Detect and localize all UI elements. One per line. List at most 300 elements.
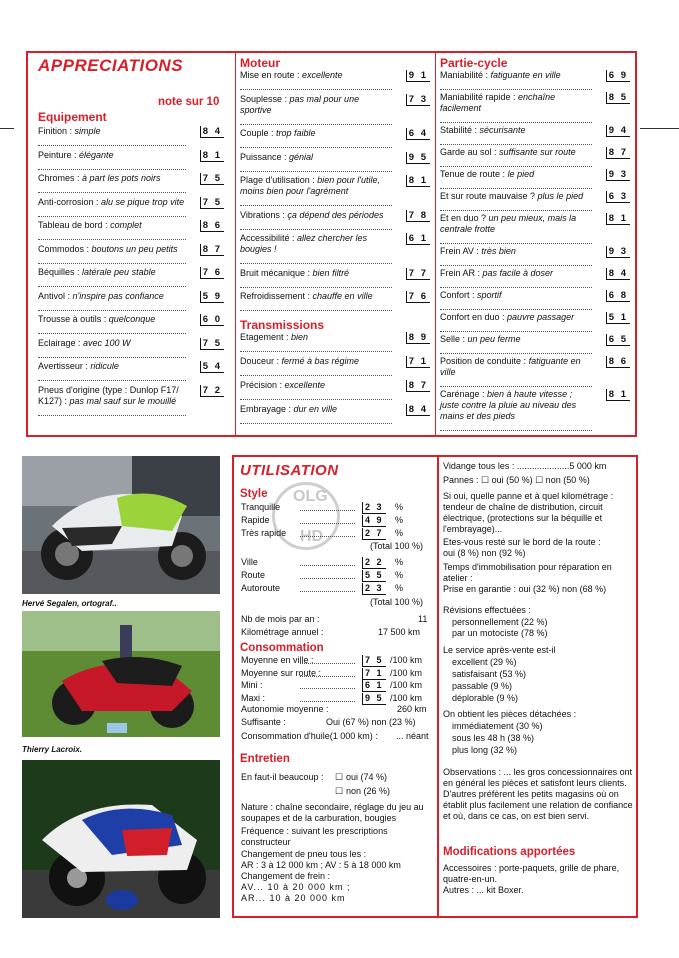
dotted-line [440, 82, 592, 90]
rating-label: Antivol : [38, 290, 73, 301]
dotted-line [300, 591, 355, 592]
entretien-pneus: Changement de pneu tous les : [241, 849, 367, 859]
rating-comment: excellente [302, 70, 343, 80]
rating-row [440, 191, 630, 211]
rating-score: 6 9 [606, 70, 630, 82]
rating-row [440, 356, 630, 387]
dotted-line [440, 302, 592, 310]
rating-row [440, 334, 630, 354]
unit-label: /100 km [390, 680, 423, 690]
reste-route: Etes-vous resté sur le bord de la route : [443, 537, 601, 547]
motorcycle-image-3 [22, 760, 220, 918]
rating-score: 8 7 [606, 147, 630, 159]
rating-label: Garde au sol : [440, 147, 500, 157]
rating-label: Couple : [240, 128, 277, 138]
entretien-frein-av: AV... 10 à 20 000 km ; [241, 882, 351, 892]
rating-label: Pneus d'origine (type : Dunlop F17/ K127) : [38, 384, 179, 406]
rating-comment: chauffe en ville [312, 291, 373, 301]
stat-value: 7 5 [362, 655, 386, 667]
rating-comment: bien filtré [312, 267, 350, 278]
rating-row [440, 213, 630, 244]
dotted-line [240, 117, 392, 125]
rating-row [240, 210, 430, 230]
partie-cycle-list [440, 70, 630, 431]
rating-comment: enchaîne facilement [440, 92, 556, 113]
rating-label: Et en duo ? [440, 213, 489, 223]
percent-sign: % [395, 557, 404, 567]
unit-label: /100 km [390, 655, 423, 665]
rating-label: Confort en duo : [440, 312, 508, 322]
dotted-line [440, 159, 592, 167]
rating-score: 8 4 [606, 268, 630, 280]
rating-row [38, 338, 224, 358]
rating-row [440, 389, 630, 431]
rating-row [38, 173, 224, 193]
rating-score: 7 3 [406, 94, 430, 106]
dotted-line [240, 82, 392, 90]
rating-row [240, 175, 430, 206]
stat-value: 2 3 [362, 583, 386, 595]
stat-value: 6 1 [362, 680, 386, 692]
rating-label: Plage d'utilisation : [240, 175, 318, 185]
rating-label: Vibrations : [240, 209, 288, 220]
rating-label: Peinture : [38, 149, 80, 160]
huile-label: Consommation d'huile(1 000 km) : [241, 731, 378, 741]
rating-label: Avertisseur : [38, 361, 91, 371]
dotted-line [38, 303, 186, 311]
photo-motorcycle-3 [22, 760, 220, 918]
rating-row [38, 126, 224, 146]
stat-label: Maxi : [241, 692, 266, 703]
dotted-line [38, 279, 186, 287]
entretien-nature: Nature : chaîne secondaire, réglage du jeu au soupapes et de la carburation, bougies [241, 802, 424, 823]
pannes: Pannes : ☐ oui (50 %) ☐ non (50 %) [443, 475, 590, 485]
stat-value: 2 7 [362, 528, 386, 540]
dotted-line [240, 198, 392, 206]
dotted-line [300, 565, 355, 566]
sav-1: excellent (29 %) [452, 657, 517, 667]
moteur-list [240, 70, 430, 311]
dotted-line [440, 236, 592, 244]
rating-score: 8 5 [606, 92, 630, 104]
col-moteur [240, 56, 430, 315]
rating-score: 9 4 [606, 125, 630, 137]
rating-row [38, 244, 224, 264]
stat-label: Route [241, 570, 266, 580]
rating-row [240, 70, 430, 90]
rating-label: Position de conduite : [440, 356, 529, 366]
rating-score: 8 7 [200, 244, 224, 256]
rating-comment: un peu mieux, mais la centrale frotte [440, 213, 577, 234]
dotted-line [300, 663, 355, 664]
rating-label: Anti-corrosion : [38, 196, 102, 207]
rating-row [440, 92, 630, 123]
transmissions-heading: Transmissions [240, 318, 325, 332]
nb-mois-value: 11 [418, 614, 428, 624]
rating-score: 7 1 [406, 356, 430, 368]
rating-row [240, 332, 430, 352]
margin-line-right [640, 128, 679, 129]
garantie: Prise en garantie : oui (32 %) non (68 %) [443, 584, 607, 594]
modifications-autres: Autres : ... kit Boxer. [443, 885, 524, 895]
rating-label: Souplesse : [240, 93, 290, 104]
rating-label: Eclairage : [38, 337, 84, 348]
dotted-line [300, 688, 355, 689]
percent-sign: % [395, 528, 404, 538]
dotted-line [38, 350, 186, 358]
col-transmissions [240, 318, 430, 428]
rating-comment: simple [74, 126, 101, 136]
stat-value: 5 5 [362, 570, 386, 582]
stat-label: Mini : [241, 680, 263, 690]
entretien-oui: oui (74 %) [346, 772, 388, 782]
stat-label: Tranquille [241, 502, 281, 512]
rating-row [240, 404, 430, 424]
stat-value: 2 3 [362, 502, 386, 514]
percent-sign: % [395, 515, 404, 525]
rating-comment: fatiguante en ville [440, 356, 581, 377]
rating-comment: très bien [481, 246, 516, 256]
rating-score: 8 7 [406, 380, 430, 392]
rating-comment: pas facile à doser [482, 268, 554, 278]
rating-row [240, 380, 430, 400]
dotted-line [300, 701, 355, 702]
dotted-line [440, 181, 592, 189]
percent-sign: % [395, 570, 404, 580]
rating-label: Maniabilité : [440, 70, 491, 80]
rating-label: Puissance : [240, 151, 290, 162]
rating-comment: dur en ville [293, 404, 338, 414]
percent-sign: % [395, 583, 404, 593]
rating-row [440, 290, 630, 310]
rating-score: 8 1 [200, 150, 224, 162]
rating-score: 9 1 [406, 70, 430, 82]
sav: Le service après-vente est-il [443, 645, 556, 655]
rating-comment: pas mal pour une sportive [240, 93, 360, 115]
rating-label: Tableau de bord : [38, 220, 111, 230]
caption-photo-1: Hervé Segalen, ortograf.. [22, 599, 117, 608]
stat-value: 7 1 [362, 668, 386, 680]
dotted-line [240, 392, 392, 400]
rating-row [38, 361, 224, 381]
partie-cycle-heading: Partie-cycle [440, 56, 508, 70]
rating-row [240, 268, 430, 288]
pieces-2: sous les 48 h (38 %) [452, 733, 535, 743]
rating-comment: boutons un peu petits [91, 243, 178, 254]
stat-value: 4 9 [362, 515, 386, 527]
rating-score: 8 9 [406, 332, 430, 344]
modifications-heading: Modifications apportées [443, 846, 576, 858]
rating-score: 9 3 [606, 246, 630, 258]
rating-comment: pauvre passager [507, 312, 575, 322]
rating-score: 6 1 [406, 233, 430, 245]
rating-comment: génial [289, 151, 314, 162]
photo-motorcycle-2 [22, 611, 220, 737]
rating-row [240, 233, 430, 264]
rating-label: Finition : [38, 126, 75, 136]
dotted-line [38, 162, 186, 170]
entretien-frein-ar: AR... 10 à 20 000 km [241, 893, 346, 903]
dotted-line [240, 280, 392, 288]
entretien-beaucoup: En faut-il beaucoup : [241, 772, 324, 782]
rating-row [440, 147, 630, 167]
rating-score: 7 8 [406, 210, 430, 222]
rating-comment: pas mal sauf sur le mouillé [69, 395, 177, 406]
rating-score: 6 8 [606, 290, 630, 302]
entretien-non: non (26 %) [346, 786, 391, 796]
rating-row [38, 220, 224, 240]
rating-comment: à part les pots noirs [82, 173, 161, 183]
divider-2 [435, 53, 436, 435]
rating-row [440, 125, 630, 145]
rating-label: Carénage : [440, 389, 488, 399]
dotted-line [300, 578, 355, 579]
stat-value: 9 5 [362, 693, 386, 705]
rating-label: Stabilité : [440, 125, 480, 135]
rating-label: Commodos : [38, 243, 92, 254]
rating-label: Bruit mécanique : [240, 267, 313, 278]
route-total: (Total 100 %) [370, 597, 424, 607]
observations: Observations : ... les gros concessionnaires ont en général les pièces et satisfont leurs clients. D'autres préfèrent les petits magasins où on établit plus facilement une relation de confiance et où, dans ce cas, on est bien servi. [443, 767, 633, 821]
caption-photo-2: Thierry Lacroix. [22, 745, 83, 754]
stat-label: Autoroute [241, 583, 281, 593]
dotted-line [440, 203, 592, 211]
rating-comment: plus le pied [537, 191, 584, 201]
rating-row [38, 150, 224, 170]
rating-comment: alu se pique trop vite [101, 196, 185, 207]
dotted-line [440, 423, 592, 431]
rating-comment: fatiguante en ville [490, 70, 561, 80]
dotted-line [240, 344, 392, 352]
dotted-line [38, 209, 186, 217]
rating-score: 7 7 [406, 268, 430, 280]
dotted-line [440, 115, 592, 123]
rating-score: 8 1 [606, 389, 630, 401]
dotted-line [38, 326, 186, 334]
rating-comment: fermé à bas régime [281, 356, 360, 366]
motorcycle-image-1 [22, 456, 220, 594]
utilisation-title: UTILISATION [240, 462, 339, 479]
rating-label: Selle : [440, 334, 468, 344]
rating-score: 8 1 [406, 175, 430, 187]
rating-row [38, 385, 224, 416]
rating-score: 8 6 [606, 356, 630, 368]
rating-row [440, 246, 630, 266]
rating-score: 8 4 [200, 126, 224, 138]
dotted-line [38, 138, 186, 146]
rating-score: 7 6 [200, 267, 224, 279]
nb-mois-label: Nb de mois par an : [241, 614, 320, 624]
transmissions-list [240, 332, 430, 424]
style-heading: Style [240, 488, 268, 500]
rating-label: Et sur route mauvaise ? [440, 191, 538, 201]
dotted-line [240, 368, 392, 376]
km-annuel-value: 17 500 km [378, 627, 421, 637]
dotted-line [440, 324, 592, 332]
rating-label: Frein AV : [440, 246, 482, 256]
rating-score: 6 0 [200, 314, 224, 326]
dotted-line [240, 164, 392, 172]
rating-comment: latérale peu stable [82, 267, 156, 277]
stat-label: Moyenne en ville : [241, 655, 314, 665]
rating-score: 5 9 [200, 291, 224, 303]
rating-comment: bien pour l'utile, moins bien pour l'agrément [240, 175, 381, 196]
vidange: Vidange tous les : .....................5 000 km [443, 461, 607, 471]
suffisante-label: Suffisante : [241, 717, 286, 727]
rating-label: Trousse à outils : [38, 314, 109, 324]
rating-label: Embrayage : [240, 404, 294, 414]
dotted-line [240, 140, 392, 148]
rating-row [240, 128, 430, 148]
rating-score: 6 4 [406, 128, 430, 140]
entretien-heading: Entretien [240, 753, 290, 765]
rating-score: 7 2 [200, 385, 224, 397]
autonomie-value: 260 km [397, 704, 427, 714]
dotted-line [38, 185, 186, 193]
autonomie-label: Autonomie moyenne : [241, 704, 329, 714]
unit-label: /100 km [390, 667, 423, 678]
rating-row [240, 94, 430, 125]
dotted-line [440, 137, 592, 145]
rating-label: Refroidissement : [240, 291, 313, 301]
dotted-line [240, 416, 392, 424]
rating-label: Béquilles : [38, 267, 83, 277]
rating-comment: complet [110, 220, 142, 230]
equipement-list [38, 126, 224, 416]
rating-comment: sécurisante [479, 125, 526, 135]
rating-label: Précision : [240, 380, 285, 390]
sav-2: satisfaisant (53 %) [452, 669, 527, 679]
rating-score: 6 3 [606, 191, 630, 203]
checkbox-non[interactable]: ☐ [335, 786, 344, 796]
huile-value: ... néant [396, 731, 429, 741]
rating-label: Confort : [440, 290, 478, 300]
rating-comment: bien [291, 332, 309, 342]
equipement-heading: Equipement [38, 110, 107, 124]
revisions-2: par un motociste (78 %) [452, 628, 548, 638]
rating-comment: excellente [284, 380, 326, 390]
rating-label: Chromes : [38, 173, 83, 183]
dotted-line [38, 256, 186, 264]
rating-row [38, 197, 224, 217]
dotted-line [240, 303, 392, 311]
suffisante-value: Oui (67 %) non (23 %) [326, 717, 416, 727]
rating-row [240, 152, 430, 172]
rating-label: Frein AR : [440, 268, 483, 278]
dotted-line [440, 346, 592, 354]
rating-row [440, 169, 630, 189]
km-annuel-label: Kilométrage annuel : [241, 627, 324, 637]
sav-4: déplorable (9 %) [452, 693, 519, 703]
dotted-line [300, 523, 355, 524]
note-label: note sur 10 [158, 96, 220, 108]
rating-label: Etagement : [240, 332, 292, 342]
rating-comment: élégante [79, 149, 114, 160]
rating-score: 8 6 [200, 220, 224, 232]
immobilisation: Temps d'immobilisation pour réparation en atelier : [443, 562, 612, 583]
dotted-line [240, 222, 392, 230]
col-equipement [38, 110, 224, 419]
margin-line-left [0, 128, 14, 129]
revisions: Révisions effectuées : [443, 605, 531, 615]
rating-label: Douceur : [240, 356, 282, 366]
rating-comment: ça dépend des périodes [287, 209, 384, 220]
modifications-accessoires: Accessoires : porte-paquets, grille de phare, quatre-en-un. [443, 863, 620, 884]
stat-label: Rapide [241, 515, 270, 525]
rating-row [38, 267, 224, 287]
rating-comment: un peu ferme [467, 334, 521, 344]
pieces-1: immédiatement (30 %) [452, 721, 543, 731]
rating-label: Tenue de route : [440, 169, 508, 179]
dotted-line [38, 232, 186, 240]
reste-route-values: oui (8 %) non (92 %) [443, 548, 526, 558]
rating-score: 7 5 [200, 338, 224, 350]
rating-score: 5 1 [606, 312, 630, 324]
checkbox-oui[interactable]: ☐ [335, 772, 344, 782]
rating-row [240, 291, 430, 311]
motorcycle-image-2 [22, 611, 220, 737]
dotted-line [440, 258, 592, 266]
rating-score: 9 3 [606, 169, 630, 181]
rating-comment: suffisante sur route [499, 147, 576, 157]
col-partie-cycle [440, 56, 630, 433]
rating-score: 8 1 [606, 213, 630, 225]
dotted-line [300, 676, 355, 677]
rating-row [440, 312, 630, 332]
quelle-panne: Si oui, quelle panne et à quel kilométrage : tendeur de chaîne de distribution, circuit électrique, (protections sur la béquille et l'embrayage)... [443, 491, 614, 534]
rating-comment: avec 100 W [83, 337, 131, 348]
rating-row [240, 356, 430, 376]
pieces: On obtient les pièces détachées : [443, 709, 577, 719]
rating-score: 7 5 [200, 197, 224, 209]
rating-label: Accessibilité : [240, 233, 298, 243]
rating-score: 6 5 [606, 334, 630, 346]
rating-row [440, 70, 630, 90]
entretien-pneus-detail: AR : 3 à 12 000 km ; AV : 5 à 18 000 km [241, 860, 401, 870]
rating-comment: allez chercher les bougies ! [240, 233, 368, 254]
rating-comment: bien à haute vitesse ; juste contre la pluie au niveau des mains et des pieds [440, 389, 577, 421]
dotted-line [38, 373, 186, 381]
entretien-frein: Changement de frein : [241, 871, 331, 881]
rating-score: 8 4 [406, 404, 430, 416]
rating-label: Mise en route : [240, 70, 303, 80]
style-total: (Total 100 %) [370, 541, 424, 551]
revisions-1: personnellement (22 %) [452, 617, 548, 627]
rating-score: 9 5 [406, 152, 430, 164]
photo-motorcycle-1 [22, 456, 220, 594]
rating-row [440, 268, 630, 288]
appreciations-title: APPRECIATIONS [38, 56, 184, 75]
stat-label: Moyenne sur route : [241, 667, 322, 678]
percent-sign: % [395, 502, 404, 512]
rating-comment: sportif [477, 290, 502, 300]
dotted-line [300, 510, 355, 511]
stat-label: Ville [241, 557, 258, 567]
dotted-line [440, 379, 592, 387]
rating-score: 5 4 [200, 361, 224, 373]
rating-row [38, 314, 224, 334]
entretien-frequence: Fréquence : suivant les prescriptions constructeur [241, 826, 388, 847]
rating-score: 7 6 [406, 291, 430, 303]
rating-comment: quelconque [108, 314, 156, 324]
divider-1 [235, 53, 236, 435]
stat-value: 2 2 [362, 557, 386, 569]
pieces-3: plus long (32 %) [452, 745, 518, 755]
rating-comment: le pied [507, 169, 535, 179]
rating-label: Maniabilité rapide : [440, 92, 519, 102]
rating-score: 7 5 [200, 173, 224, 185]
rating-comment: n'inspire pas confiance [72, 290, 164, 301]
